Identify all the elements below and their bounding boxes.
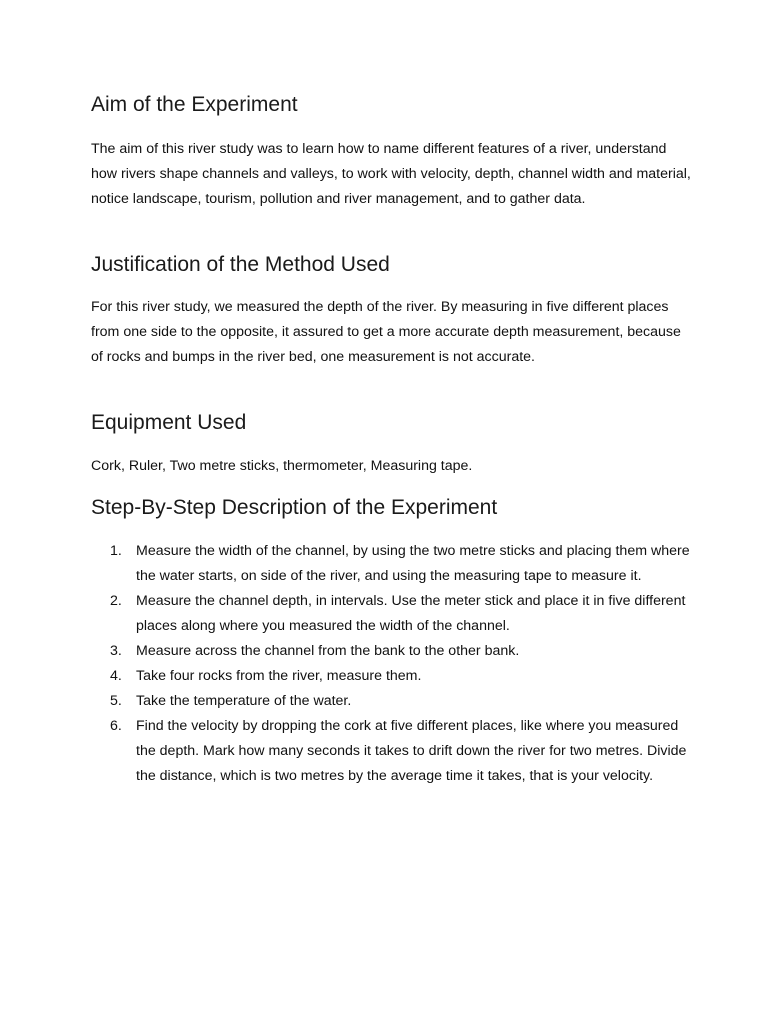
section-heading-aim: Aim of the Experiment (91, 93, 298, 116)
list-item-number: 2. (110, 593, 122, 609)
section-heading-justification: Justification of the Method Used (91, 253, 390, 276)
list-item-text: Measure the width of the channel, by using the two metre sticks and placing them where the water starts, on side of the river, and using the measuring tape to measure it. (136, 543, 690, 584)
section-body-aim: The aim of this river study was to learn how to name different features of a river, understand how rivers shape channels and valleys, to work with velocity, depth, channel width and material, notice landscape, tourism, pollution and river management, and to gather data. (91, 141, 691, 207)
list-item-text: Measure across the channel from the bank to the other bank. (136, 643, 520, 659)
list-item-number: 1. (110, 543, 122, 559)
steps-list (91, 539, 691, 789)
list-item-text: Take the temperature of the water. (136, 693, 352, 709)
section-heading-equipment: Equipment Used (91, 411, 247, 434)
list-item-number: 5. (110, 693, 122, 709)
list-item (91, 664, 691, 689)
section-body-justification: For this river study, we measured the depth of the river. By measuring in five different places from one side to the opposite, it assured to get a more accurate depth measurement, because of rocks and bumps in the river bed, one measurement is not accurate. (91, 299, 681, 365)
list-item-number: 3. (110, 643, 122, 659)
list-item-number: 6. (110, 718, 122, 734)
section-body-equipment: Cork, Ruler, Two metre sticks, thermometer, Measuring tape. (91, 458, 473, 474)
section-heading-steps: Step-By-Step Description of the Experiment (91, 496, 498, 519)
list-item (91, 539, 691, 589)
list-item (91, 639, 691, 664)
list-item-number: 4. (110, 668, 122, 684)
list-item (91, 589, 691, 639)
list-item-text: Measure the channel depth, in intervals. Use the meter stick and place it in five different places along where you measured the width of the channel. (136, 593, 686, 634)
list-item (91, 714, 691, 789)
list-item-text: Take four rocks from the river, measure them. (136, 668, 422, 684)
list-item-text: Find the velocity by dropping the cork at five different places, like where you measured the depth. Mark how many seconds it takes to drift down the river for two metres. Divide the distance, which is two metres by the average time it takes, that is your velocity. (136, 718, 687, 784)
list-item (91, 689, 691, 714)
